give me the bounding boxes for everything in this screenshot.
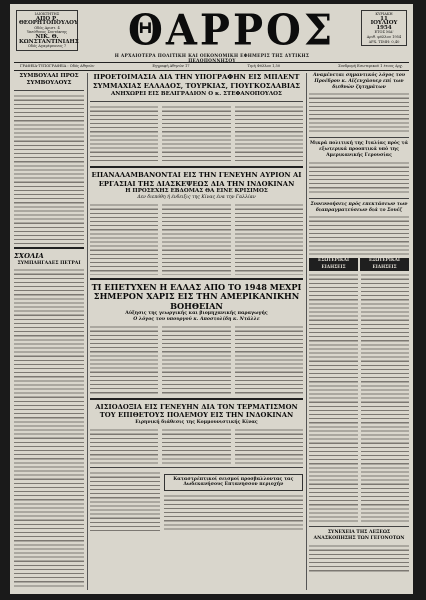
publisher-name: ΑΠΟ Ρ. ΘΕΟΡΗΤΟΠΟΥΛΟΥ (19, 15, 78, 27)
dateline-subscription: Συνδρομή Εσωτερικού 1 έτους Δρχ. (338, 64, 403, 68)
publisher-box (16, 10, 78, 51)
issue-number: Αριθ. φύλλου 1954 (366, 34, 402, 39)
story3-headline: ΤΙ ΕΠΕΤΥΧΕΝ Η ΕΛΛΑΣ ΑΠΟ ΤΟ 1948 ΜΕΧΡΙ ΣΗΜΕΡΟΝ ΧΑΡΙΣ ΕΙΣ ΤΗΝ ΑΜΕΡΙΚΑΝΙΚΗΝ ΒΟΗΘΕΙΑΝ (91, 281, 302, 311)
issue-box (361, 10, 407, 46)
story2-headline: ΕΠΑΝΑΛΑΜΒΑΝΟΝΤΑΙ ΕΙΣ ΤΗΝ ΓΕΝΕΥΗΝ ΑΥΡΙΟΝ ΑΙ ΕΡΓΑΣΙΑΙ ΤΗΣ ΔΙΑΣΚΕΨΕΩΣ ΔΙΑ ΤΗΝ ΙΝΔΟΚΙΝΑΝ (91, 171, 302, 188)
editor-address: Οδός Αγαμέμνονος 7 (27, 44, 67, 49)
masthead-subtitle: Η ΑΡΧΑΙΟΤΕΡΑ ΠΟΛΙΤΙΚΗ ΚΑΙ ΟΙΚΟΝΟΜΙΚΗ ΕΦΗΜΕΡΙΣ ΤΗΣ ΔΥΤΙΚΗΣ ΠΕΛΟΠΟΝΝΗΣΟΥ (114, 54, 310, 64)
foreign-news-tag: ΕΞΩΤΕΡΙΚΑΙ ΕΙΔΗΣΕΙΣ (360, 258, 409, 271)
divider (90, 166, 303, 168)
column-rule (87, 73, 88, 590)
divider (14, 90, 84, 91)
story4-deck: Ειρηνική διάθεσις της Κομμουνιστικής Κίνας (135, 419, 258, 425)
news-columns (309, 273, 409, 523)
right-headline-3: Συνεννοήσεις πρός επεκτάσεων των διαπραγματεύσεων διά το Σουέζ (310, 201, 408, 213)
divider (14, 247, 84, 249)
divider (309, 526, 409, 527)
section-body (14, 268, 84, 588)
story4-headline: ΑΙΣΙΟΔΟΞΙΑ ΕΙΣ ΓΕΝΕΥΗΝ ΔΙΑ ΤΟΝ ΤΕΡΜΑΤΙΣΜΟΝ ΤΟΥ ΕΠΙΘΕΤΟΥΣ ΠΟΛΕΜΟΥ ΕΙΣ ΤΗΝ ΙΝΔΟΚΙΝΑΝ (95, 402, 298, 420)
editor-name: ΝΙΚ. Θ. ΚΩΝΣΤΑΝΤΙΝΙΔΗΣ (19, 33, 79, 45)
issue-day: 11 (380, 15, 388, 22)
dateline-price: Τιμή Φύλλου 1,50 (247, 64, 281, 68)
right-body-1 (309, 92, 409, 134)
right-headline-2: Μικρά πολιτική της Ιταλίας πρός τά εξωτερικά προοπτικά υπό της Αμερικανικής Γερουσίας (310, 141, 408, 158)
section-headline: ΣΥΜΠΛΗΓΑΔΕΣ ΠΕΤΡΑΙ (17, 260, 81, 266)
story2-deck: Δεν διεπόθη ή ένδειξις της Κίνας ένα την Γαλλίαν (137, 195, 256, 200)
column-center (90, 73, 303, 590)
story3-deck1: Αύξησις της γεωργικής και βιομηχανικής παραγωγής (125, 311, 268, 317)
publisher-address: Οδός Αριστ. 4 (34, 25, 60, 30)
lead-body (90, 105, 303, 163)
column-rule (306, 73, 307, 590)
newspaper-page (10, 4, 413, 594)
right-headline-1: Αναμένεται σημαντικός λόγος του Προέδρου κ. Αϊζενχάουερ επί των διεθνών ζητημάτων (312, 73, 406, 90)
story3-body (90, 325, 303, 395)
story2-subhead: Η ΠΡΟΣΕΧΗΣ ΕΒΔΟΜΑΣ ΘΑ ΕΙΝΕ ΚΡΙΣΙΜΟΣ (125, 188, 268, 194)
dateline-bar (14, 62, 409, 71)
story4-body (90, 428, 303, 464)
right-bottom-headline: ΣΥΝΕΧΕΙΑ ΤΗΣ ΛΕΞΕΩΣ ΑΝΑΣΚΟΠΗΣΗΣ ΤΩΝ ΓΕΓΟΝΟΤΩΝ (313, 530, 405, 542)
publisher-label: ΙΔΙΟΚΤΗΤΗΣ (34, 12, 60, 16)
story5-headline: Καταστρέπτικοί σεισμοί προσβαλλοντας τας Δωδεκανήσους Επτανησσον περιοχήν (164, 474, 303, 492)
issue-weekday: ΚΥΡΙΑΚΗ (375, 12, 393, 16)
editor-label: Υπεύθυνος Συντάκτης (26, 30, 68, 35)
lower-block (90, 471, 303, 531)
right-body-3 (309, 215, 409, 255)
domestic-news-tag: ΕΣΩΤΕΡΙΚΑΙ ΕΙΔΗΣΕΙΣ (309, 258, 358, 271)
divider (309, 137, 409, 138)
lead-subhead: ΑΝΗΧΩΡΕΙ ΕΙΣ ΒΕΛΙΓΡΑΔΙΟΝ Ο κ. ΣΤΕΦΑΝΟΠΟΥΛΟΣ (110, 91, 283, 97)
column-left (14, 73, 84, 590)
divider (90, 398, 303, 400)
right-bottom-body (309, 544, 409, 574)
divider (90, 278, 303, 280)
issue-price: ΔΡΧ. ΤΙΜΗ: 0,40 (368, 39, 400, 44)
divider (90, 101, 303, 102)
masthead-title: ΘΑΡΡΟΣ (128, 5, 336, 56)
news-tags (309, 258, 409, 271)
issue-month-year: ΙΟΥΛΙΟΥ 1954 (370, 20, 398, 31)
divider (309, 198, 409, 199)
editorial-headline: ΣΥΜΒΟΥΛΑΙ ΠΡΟΣ ΣΥΜΒΟΥΛΟΥΣ (19, 73, 79, 86)
column-right (309, 73, 409, 590)
dateline-offices: ΓΡΑΦΕΙΑ-ΤΥΠΟΓΡΑΦΕΙΑ : Οδός Αθηνών (20, 64, 95, 68)
divider (90, 467, 303, 468)
right-body-2 (309, 161, 409, 195)
issue-year-label: ΕΤΟΣ ΜΑ' (374, 30, 394, 35)
dateline-registration: Εγγραφή Αθηνών 17 (152, 64, 190, 68)
story3-deck2: Ο λόγος του υπουργού κ. Αποστολίδη κ. Ντάλλε (133, 317, 260, 323)
lead-headline: ΠΡΟΕΤΟΙΜΑΣΙΑ ΔΙΑ ΤΗΝ ΥΠΟΓΡΑΦΗΝ ΕΙΣ ΜΠΛΕΝΤ ΣΥΜΜΑΧΙΑΣ ΕΛΛΑΔΟΣ, ΤΟΥΡΚΙΑΣ, ΓΙΟΥΓΚΟΣΛΑΒΙΑΣ (92, 73, 301, 90)
section-title: ΣΧΟΛΙΑ (14, 252, 44, 260)
story2-body (90, 203, 303, 275)
editorial-body (14, 94, 84, 244)
